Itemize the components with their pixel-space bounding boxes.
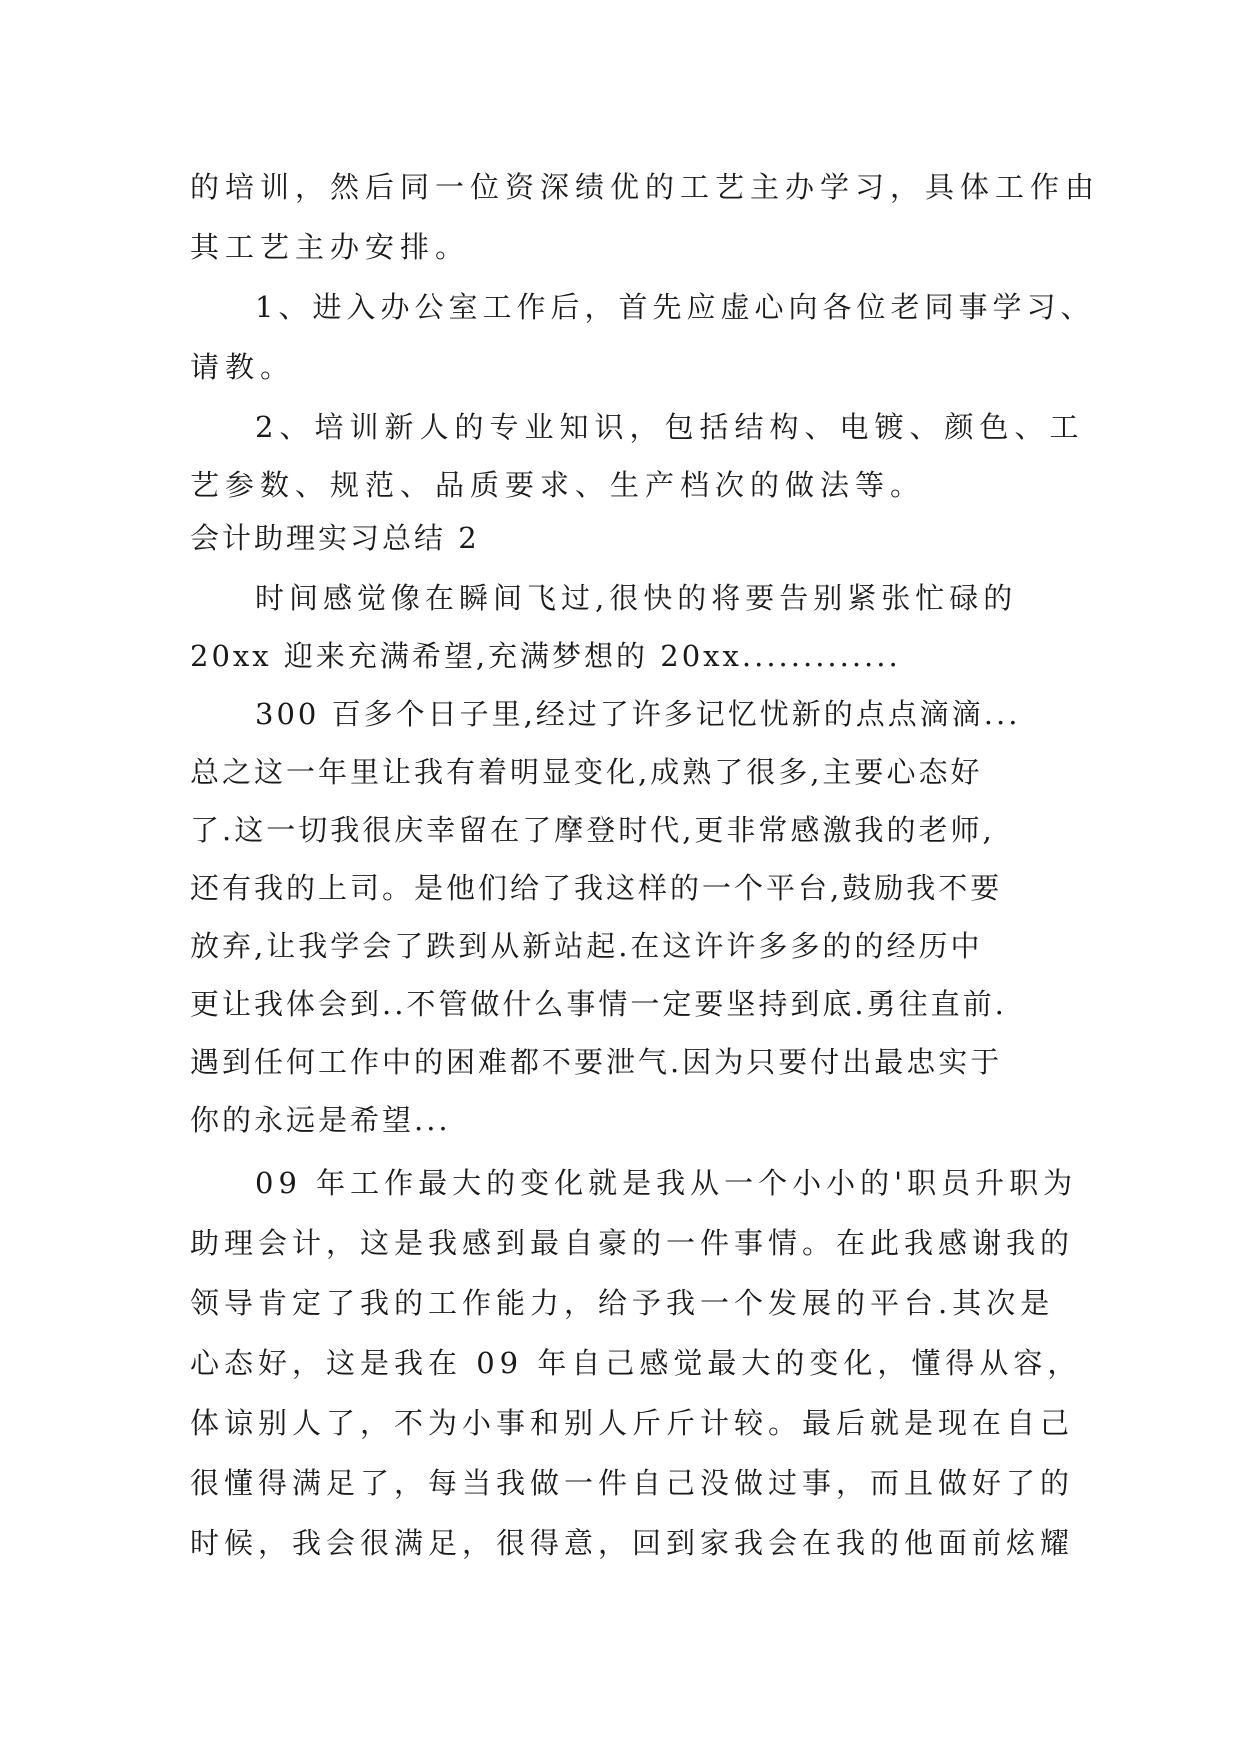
paragraph-line: 请教。: [190, 350, 296, 384]
paragraph-line: 领导肯定了我的工作能力，给予我一个发展的平台.其次是: [190, 1286, 1055, 1320]
paragraph-line: 09 年工作最大的变化就是我从一个小小的'职员升职为: [255, 1166, 1078, 1200]
paragraph-line: 20xx 迎来充满希望,充满梦想的 20xx.............: [190, 639, 901, 673]
paragraph-line: 时间感觉像在瞬间飞过,很快的将要告别紧张忙碌的: [255, 581, 1018, 615]
paragraph-line: 你的永远是希望...: [190, 1103, 451, 1137]
paragraph-line: 艺参数、规范、品质要求、生产档次的做法等。: [190, 468, 926, 502]
section-title: 会计助理实习总结 2: [190, 521, 480, 555]
paragraph-line: 放弃,让我学会了跌到从新站起.在这许许多多的的经历中: [190, 929, 983, 963]
paragraph-line: 2、培训新人的专业知识，包括结构、电镀、颜色、工: [255, 410, 1085, 444]
paragraph-line: 的培训，然后同一位资深绩优的工艺主办学习，具体工作由: [190, 170, 1101, 204]
paragraph-line: 其工艺主办安排。: [190, 230, 471, 264]
paragraph-line: 遇到任何工作中的困难都不要泄气.因为只要付出最忠实于: [190, 1045, 1003, 1079]
paragraph-line: 了.这一切我很庆幸留在了摩登时代,更非常感激我的老师,: [190, 813, 995, 847]
paragraph-line: 助理会计，这是我感到最自豪的一件事情。在此我感谢我的: [190, 1226, 1075, 1260]
paragraph-line: 1、进入办公室工作后，首先应虚心向各位老同事学习、: [255, 290, 1095, 324]
paragraph-line: 时候，我会很满足，很得意，回到家我会在我的他面前炫耀: [190, 1526, 1075, 1560]
paragraph-line: 体谅别人了，不为小事和别人斤斤计较。最后就是现在自己: [190, 1406, 1075, 1440]
paragraph-line: 心态好，这是我在 09 年自己感觉最大的变化，懂得从容，: [190, 1346, 1082, 1380]
paragraph-line: 更让我体会到..不管做什么事情一定要坚持到底.勇往直前.: [190, 987, 1007, 1021]
paragraph-line: 还有我的上司。是他们给了我这样的一个平台,鼓励我不要: [190, 871, 1003, 905]
paragraph-line: 300 百多个日子里,经过了许多记忆忧新的点点滴滴...: [255, 697, 1021, 731]
paragraph-line: 总之这一年里让我有着明显变化,成熟了很多,主要心态好: [190, 755, 983, 789]
paragraph-line: 很懂得满足了，每当我做一件自己没做过事，而且做好了的: [190, 1466, 1075, 1500]
